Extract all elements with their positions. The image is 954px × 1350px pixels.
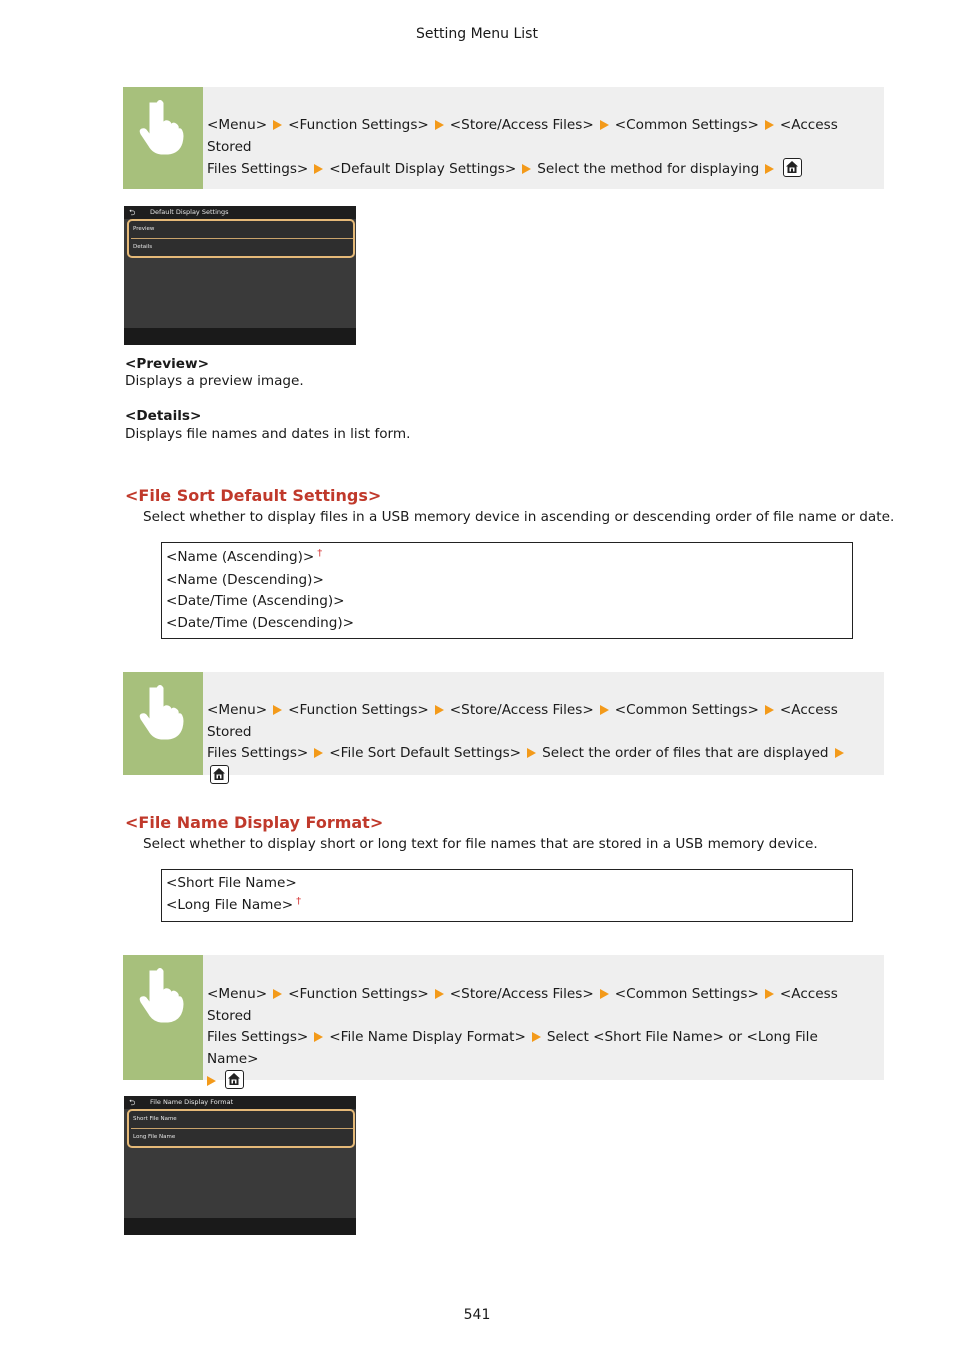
options-table-file-sort <box>161 542 853 639</box>
touch-hand-panel <box>123 87 203 189</box>
step-arrow-icon <box>273 989 282 999</box>
screen-title: File Name Display Format <box>150 1098 234 1106</box>
section-title-file-name: <File Name Display Format> <box>125 813 384 832</box>
step-arrow-icon <box>435 705 444 715</box>
term-details: <Details> <box>125 408 202 424</box>
step-arrow-icon <box>765 120 774 130</box>
screen-option-long-file-name[interactable]: Long File Name <box>133 1134 176 1140</box>
screen-option-short-file-name[interactable]: Short File Name <box>133 1116 177 1122</box>
step-function-settings: <Function Settings> <box>288 986 429 1002</box>
option-long-file-name: <Long File Name> † <box>166 896 302 913</box>
option-name-ascending: <Name (Ascending)> † <box>166 548 323 565</box>
step-access-stored-part2: Files Settings> <box>207 1029 309 1045</box>
step-default-display-settings: <Default Display Settings> <box>329 161 517 177</box>
step-access-stored-part1: <Access Stored <box>207 117 838 155</box>
step-common-settings: <Common Settings> <box>614 702 759 718</box>
screen-option-details[interactable]: Details <box>133 244 153 250</box>
step-arrow-icon <box>207 1076 216 1086</box>
step-access-stored-part2: Files Settings> <box>207 745 309 761</box>
operation-path <box>207 115 870 181</box>
touch-hand-icon <box>137 682 187 740</box>
desc-preview: Displays a preview image. <box>125 373 304 389</box>
step-arrow-icon <box>435 120 444 130</box>
option-date-descending: <Date/Time (Descending)> <box>166 615 355 631</box>
operation-box-default-display <box>123 87 884 189</box>
screen-footer-bar <box>124 328 356 345</box>
option-short-file-name: <Short File Name> <box>166 875 297 891</box>
step-store-access-files: <Store/Access Files> <box>449 702 594 718</box>
screen-option-list <box>127 1109 355 1148</box>
home-icon <box>225 1070 244 1089</box>
desc-details: Displays file names and dates in list form. <box>125 426 411 442</box>
back-arrow-icon[interactable]: ⮌ <box>129 1098 136 1107</box>
step-store-access-files: <Store/Access Files> <box>449 117 594 133</box>
default-dagger-icon: † <box>296 896 302 907</box>
section-desc-file-sort: Select whether to display files in a USB memory device in ascending or descending order of file name or date. <box>143 509 895 525</box>
option-name-descending: <Name (Descending)> <box>166 572 324 588</box>
step-menu: <Menu> <box>207 117 268 133</box>
step-arrow-icon <box>527 748 536 758</box>
step-function-settings: <Function Settings> <box>288 117 429 133</box>
step-arrow-icon <box>522 164 531 174</box>
touch-hand-panel <box>123 955 203 1080</box>
step-store-access-files: <Store/Access Files> <box>449 986 594 1002</box>
screen-title-bar <box>124 1096 356 1109</box>
step-arrow-icon <box>314 164 323 174</box>
operation-path <box>207 700 870 787</box>
step-access-stored-part1: <Access Stored <box>207 986 838 1024</box>
step-select-method: Select the method for displaying <box>537 161 760 177</box>
step-arrow-icon <box>314 748 323 758</box>
back-arrow-icon[interactable]: ⮌ <box>129 208 136 217</box>
page-header: Setting Menu List <box>416 26 538 42</box>
step-file-sort-settings: <File Sort Default Settings> <box>329 745 522 761</box>
step-menu: <Menu> <box>207 986 268 1002</box>
home-icon <box>783 158 802 177</box>
step-common-settings: <Common Settings> <box>614 986 759 1002</box>
default-dagger-icon: † <box>317 548 323 559</box>
touch-hand-panel <box>123 672 203 775</box>
screen-title-bar <box>124 206 356 219</box>
step-arrow-icon <box>314 1032 323 1042</box>
device-screen-file-name-format <box>124 1096 356 1235</box>
term-preview: <Preview> <box>125 356 209 372</box>
step-arrow-icon <box>273 120 282 130</box>
step-arrow-icon <box>765 705 774 715</box>
step-arrow-icon <box>273 705 282 715</box>
screen-option-preview[interactable]: Preview <box>133 226 155 232</box>
step-arrow-icon <box>835 748 844 758</box>
step-select-short-long: Select <Short File Name> or <Long File Name> <box>207 1029 818 1067</box>
page-number: 541 <box>463 1307 491 1323</box>
touch-hand-icon <box>137 97 187 155</box>
step-function-settings: <Function Settings> <box>288 702 429 718</box>
operation-box-file-sort <box>123 672 884 775</box>
option-date-ascending: <Date/Time (Ascending)> <box>166 593 345 609</box>
operation-path <box>207 984 870 1093</box>
device-screen-default-display <box>124 206 356 345</box>
screen-title: Default Display Settings <box>150 208 229 216</box>
step-arrow-icon <box>435 989 444 999</box>
step-select-order: Select the order of files that are displayed <box>542 745 829 761</box>
step-arrow-icon <box>532 1032 541 1042</box>
screen-footer-bar <box>124 1218 356 1235</box>
step-arrow-icon <box>765 164 774 174</box>
operation-box-file-name <box>123 955 884 1080</box>
step-common-settings: <Common Settings> <box>614 117 759 133</box>
step-arrow-icon <box>600 120 609 130</box>
step-arrow-icon <box>765 989 774 999</box>
step-menu: <Menu> <box>207 702 268 718</box>
section-desc-file-name: Select whether to display short or long text for file names that are stored in a USB memory device. <box>143 836 818 852</box>
touch-hand-icon <box>137 965 187 1023</box>
home-icon <box>210 765 229 784</box>
step-file-name-format: <File Name Display Format> <box>329 1029 526 1045</box>
step-arrow-icon <box>600 705 609 715</box>
options-table-file-name <box>161 869 853 922</box>
screen-option-list <box>127 219 355 258</box>
step-access-stored-part1: <Access Stored <box>207 702 838 740</box>
step-access-stored-part2: Files Settings> <box>207 161 309 177</box>
section-title-file-sort: <File Sort Default Settings> <box>125 486 382 505</box>
step-arrow-icon <box>600 989 609 999</box>
